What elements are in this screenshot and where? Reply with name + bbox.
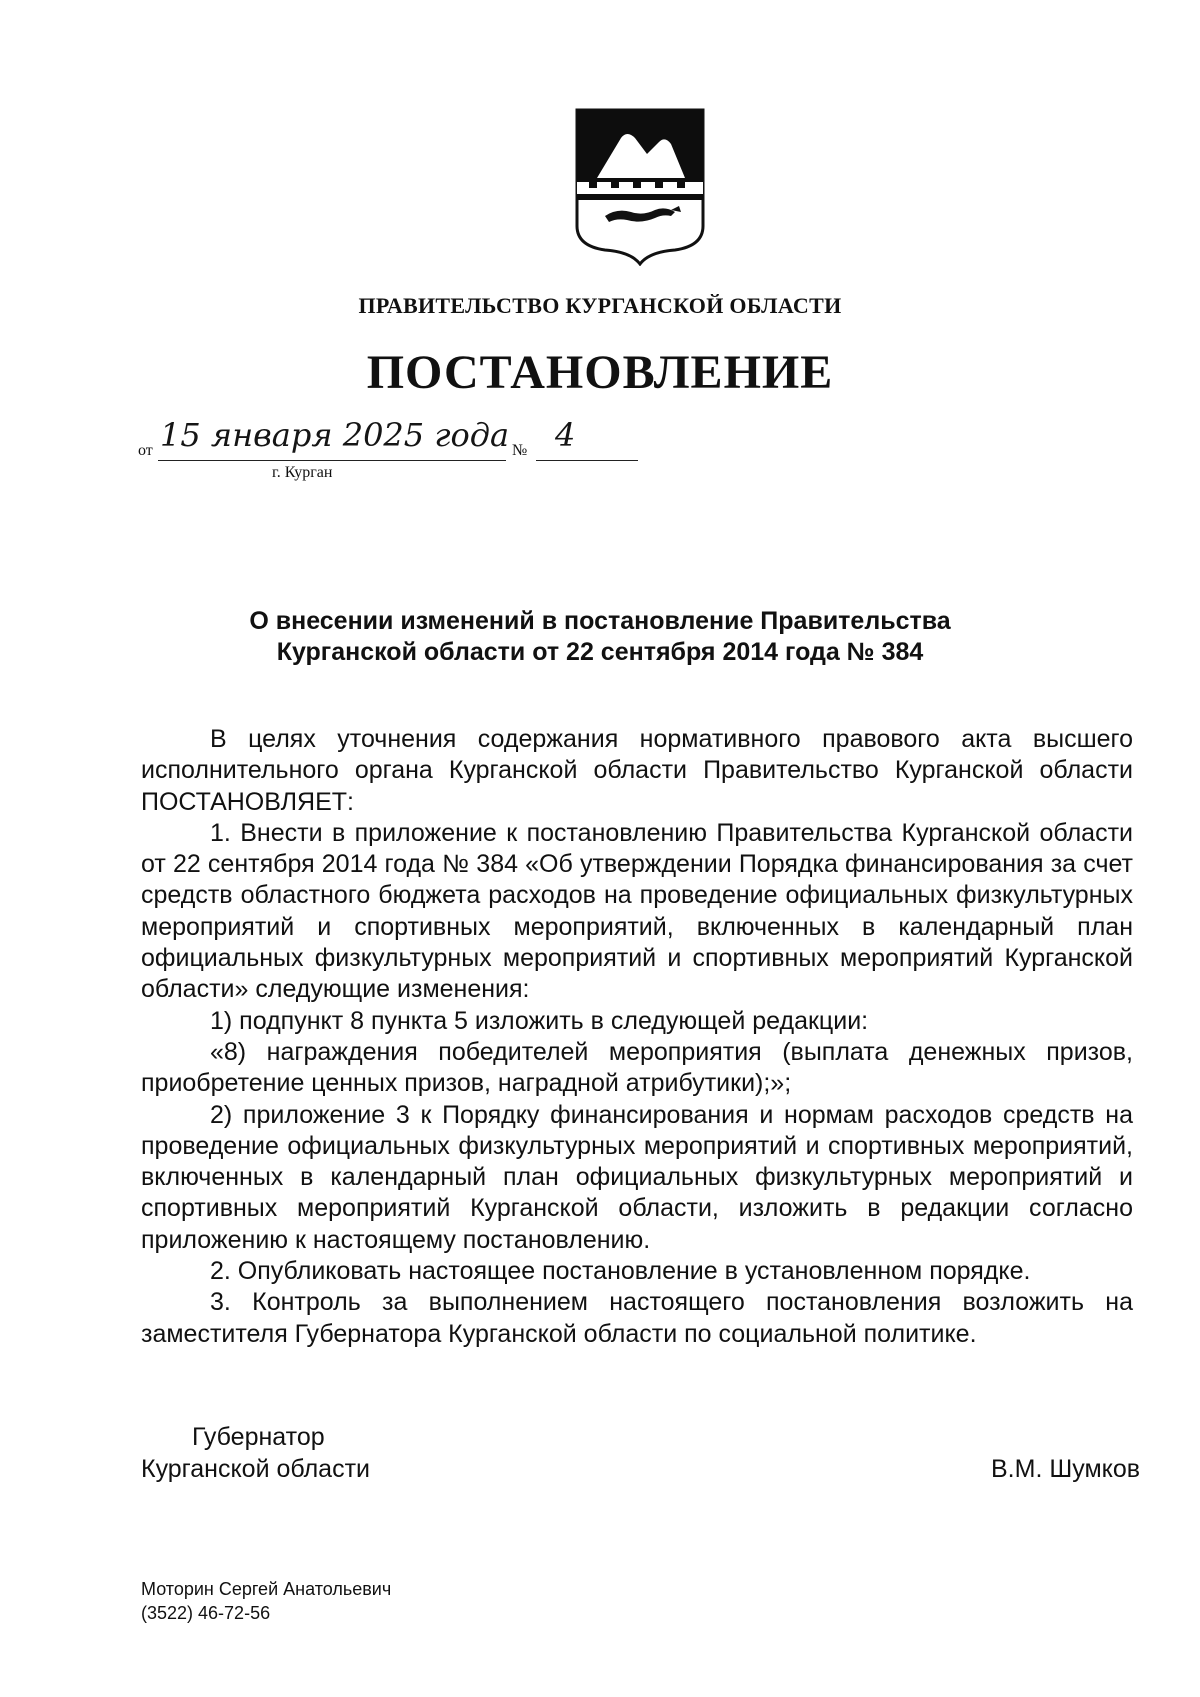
document-heading — [0, 606, 1200, 668]
executor-name: Моторин Сергей Анатольевич — [141, 1579, 392, 1599]
body-paragraph-item-2: 2. Опубликовать настоящее постановление в установленном порядке. — [210, 1257, 1031, 1286]
body-paragraph-item-3: 3. Контроль за выполнением настоящего постановления возложить на заместителя Губернатора Курганской области по социальной политике. — [141, 1288, 1133, 1348]
heading-line-2: Курганской области от 22 сентября 2014 года № 384 — [276, 638, 924, 666]
body-paragraph-subitem-2: 2) приложение 3 к Порядку финансирования и нормам расходов средств на проведение официальных физкультурных мероприятий и спортивных мероприятий, включенных в календарный план официальных физкультурных мероприятий и спортивных мероприятий Курганской области, изложить в редакции согласно приложению к настоящему постановлению. — [141, 1100, 1133, 1254]
heading-line-1: О внесении изменений в постановление Правительства — [249, 607, 951, 635]
number-label: № — [512, 442, 528, 459]
signer-position-line-1: Губернатор — [192, 1423, 325, 1451]
executor-phone: (3522) 46-72-56 — [141, 1603, 271, 1623]
signer-name: В.М. Шумков — [991, 1455, 1141, 1483]
signer-position-line-2: Курганской области — [141, 1455, 371, 1483]
number-underline — [536, 460, 638, 461]
city-label: г. Курган — [272, 464, 333, 481]
handwritten-number: 4 — [555, 416, 576, 454]
kurgan-oblast-coat-of-arms-icon — [575, 108, 705, 266]
government-title: ПРАВИТЕЛЬСТВО КУРГАНСКОЙ ОБЛАСТИ — [358, 293, 842, 318]
body-paragraph-preamble: В целях уточнения содержания нормативного правового акта высшего исполнительного органа Курганской области Правительство Курганской области ПОСТАНОВЛЯЕТ: — [141, 725, 1133, 816]
date-from-label: от — [138, 442, 153, 459]
body-paragraph-subitem-1: 1) подпункт 8 пункта 5 изложить в следующей редакции: — [210, 1006, 869, 1035]
date-underline — [158, 460, 506, 461]
document-type-title: ПОСТАНОВЛЕНИЕ — [366, 346, 834, 399]
handwritten-date: 15 января 2025 года — [160, 416, 510, 454]
document-body — [141, 724, 1133, 1350]
body-paragraph-item-1: 1. Внести в приложение к постановлению Правительства Курганской области от 22 сентября 2014 года № 384 «Об утверждении Порядка финансирования за счет средств областного бюджета расходов на проведение официальных физкультурных мероприятий и спортивных мероприятий, включенных в календарный план официальных физкультурных мероприятий и спортивных мероприятий Курганской области» следующие изменения: — [141, 818, 1133, 1004]
body-paragraph-quote: «8) награждения победителей мероприятия (выплата денежных призов, приобретение ценных призов, наградной атрибутики);»; — [141, 1037, 1133, 1098]
